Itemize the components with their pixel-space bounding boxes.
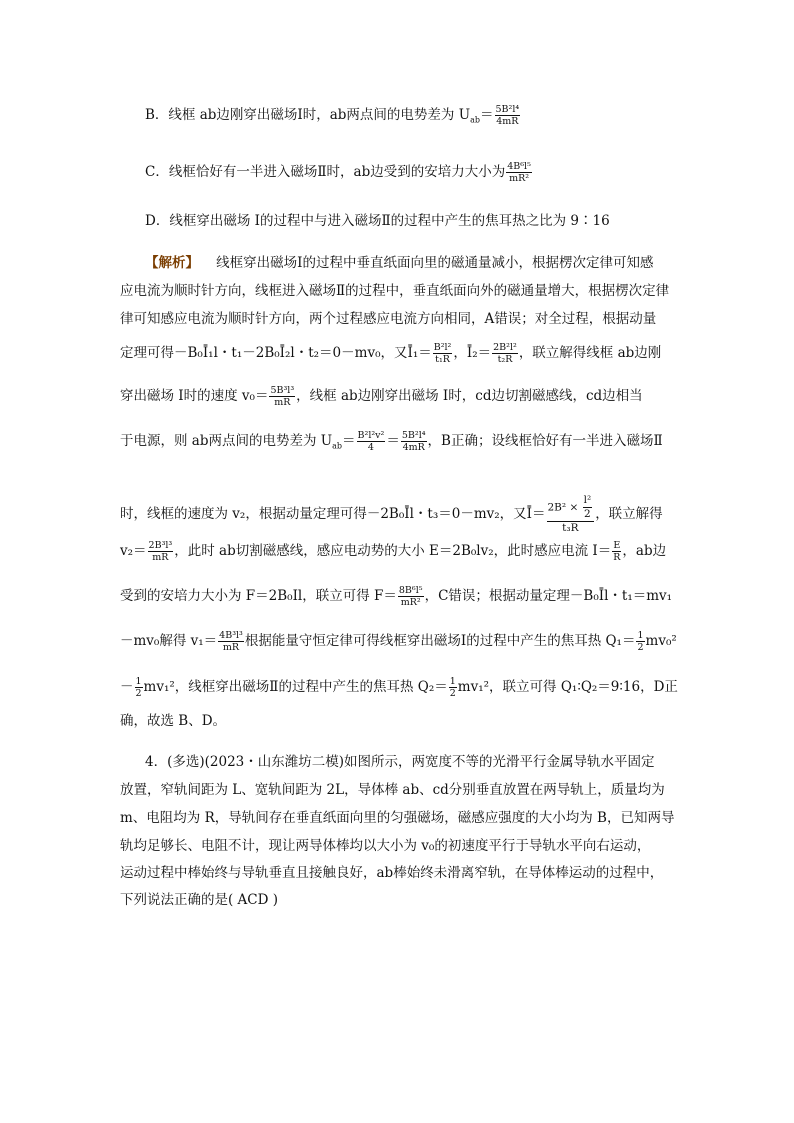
numerator-part: 2B² [547, 501, 567, 514]
fraction [357, 430, 386, 453]
analysis-line-3: 律可知感应电流为顺时针方向，两个过程感应电流方向相同，A错误；对全过程，根据动量 [120, 311, 657, 327]
denominator: 4 [357, 441, 386, 453]
option-label: C． [145, 164, 169, 180]
option-label: D． [145, 213, 170, 229]
option-text: 线框恰好有一半进入磁场Ⅱ时，ab边受到的安培力大小为 [168, 164, 506, 180]
denominator: 2 [135, 688, 142, 699]
analysis-text: ，Ī₂＝ [453, 345, 492, 361]
question-4-line-5: 运动过程中棒始终与导轨垂直且接触良好，ab棒始终未滑离窄轨，在导体棒运动的过程中， [120, 865, 664, 881]
analysis-tag: 【解析】 [145, 255, 199, 271]
denominator: 4mR [402, 442, 425, 453]
numerator: 8B⁶l⁵ [398, 585, 423, 596]
numerator: 1 [135, 676, 142, 687]
denominator: mR [218, 641, 244, 653]
analysis-text: 根据能量守恒定律可得线框穿出磁场Ⅰ的过程中产生的焦耳热 Q₁＝ [244, 633, 636, 649]
denominator: t₂R [492, 353, 518, 365]
denominator: mR [269, 396, 295, 408]
analysis-text: ，线框 ab边刚穿出磁场 I时，cd边切割磁感线，cd边相当 [296, 388, 643, 404]
fraction [492, 342, 518, 365]
analysis-text: 线框穿出磁场Ⅰ的过程中垂直纸面向里的磁通量减小，根据楞次定律可知感 [216, 255, 654, 271]
analysis-text: ，此时 ab切割磁感线，感应电动势的大小 E＝2B₀lv₂，此时感应电流 I＝ [174, 543, 612, 559]
equals-sign: ＝ [342, 433, 356, 449]
denominator: 2 [637, 642, 644, 653]
denominator: 4mR [496, 116, 519, 127]
compound-fraction [547, 494, 595, 535]
analysis-line-9 [120, 585, 672, 608]
analysis-line-2: 应电流为顺时针方向，线框进入磁场Ⅱ的过程中，垂直纸面向外的磁通量增大，根据楞次定律 [120, 283, 670, 299]
numerator: 5B³l³ [270, 385, 295, 396]
analysis-line-6 [120, 430, 663, 458]
fraction [269, 385, 295, 408]
denominator: mR² [398, 596, 424, 608]
analysis-text: ，C错误；根据动量定理－B₀Īl・t₁＝mv₁ [424, 588, 673, 604]
fraction [612, 540, 621, 563]
analysis-text: － [120, 679, 134, 695]
option-b [145, 104, 521, 132]
numerator: B²l²v² [357, 430, 385, 441]
option-c [145, 161, 533, 184]
numerator: 5B²l⁴ [401, 430, 426, 441]
option-label: B． [145, 107, 169, 123]
analysis-text: ，联立解得线框 ab边刚 [518, 345, 662, 361]
analysis-text: 穿出磁场 I时的速度 v₀＝ [120, 388, 269, 404]
denominator: 2 [584, 508, 591, 520]
numerator: 4B³l³ [219, 630, 243, 641]
question-4-line-3: m、电阻均为 R，导轨间存在垂直纸面向里的匀强磁场，磁感应强度的大小均为 B，已知两导 [120, 810, 675, 826]
analysis-line-8 [120, 540, 666, 563]
analysis-text: 时，线框的速度为 v₂，根据动量定理可得－2B₀Īl・t₃＝0－mv₂，又Ī＝ [120, 506, 546, 522]
question-4-line-4: 轨均足够长、电阻不计，现让两导体棒均以大小为 v₀的初速度平行于导轨水平向右运动， [120, 838, 651, 854]
numerator: B²l² [433, 342, 452, 353]
denominator: R [613, 552, 621, 563]
analysis-text: mv₁²，线框穿出磁场Ⅱ的过程中产生的焦耳热 Q₂＝ [143, 679, 448, 695]
equals-sign: ＝ [480, 107, 494, 123]
numerator [547, 494, 595, 521]
analysis-line-12: 确，故选 B、D。 [120, 713, 227, 729]
analysis-line-1 [145, 252, 654, 274]
question-4-line-6: 下列说法正确的是( ACD ) [120, 892, 279, 908]
analysis-text: 受到的安培力大小为 F＝2B₀Il，联立可得 F＝ [120, 588, 397, 604]
analysis-text: v₂＝ [120, 543, 147, 559]
numerator: 5B²l⁴ [495, 104, 520, 115]
equals-sign: ＝ [386, 433, 400, 449]
option-d [145, 210, 610, 232]
fraction [636, 630, 644, 653]
analysis-text: ，联立解得 [595, 506, 663, 522]
analysis-text: 定理可得－B₀Ī₁l・t₁－2B₀Ī₂l・t₂＝0－mv₀，又Ī₁＝ [120, 345, 432, 361]
analysis-line-10 [120, 630, 677, 653]
denominator: mR² [506, 172, 532, 184]
question-4-line-2: 放置，窄轨间距为 L、宽轨间距为 2L，导体棒 ab、cd分别垂直放置在两导轨上，质量均为 [120, 782, 665, 798]
numerator: l² [583, 494, 592, 506]
subscript: ab [332, 441, 343, 451]
denominator: t₃R [547, 521, 595, 535]
denominator: 2 [449, 688, 456, 699]
subscript: ab [470, 115, 480, 125]
denominator: mR [148, 551, 174, 563]
numerator: 1 [449, 676, 456, 687]
analysis-text: mv₁²，联立可得 Q₁∶Q₂＝9∶16，D正 [457, 679, 678, 695]
numerator: 2B³l³ [148, 540, 173, 551]
fraction [506, 161, 532, 184]
analysis-line-5 [120, 385, 643, 408]
fraction [401, 430, 427, 453]
numerator: 4B⁶l⁵ [507, 161, 531, 172]
fraction [495, 104, 521, 127]
analysis-text: －mv₀解得 v₁＝ [120, 633, 218, 649]
option-text: 线框 ab边刚穿出磁场Ⅰ时，ab两点间的电势差为 U [168, 107, 471, 123]
fraction [218, 630, 244, 653]
option-text: 线框穿出磁场 I的过程中与进入磁场Ⅱ的过程中产生的焦耳热之比为 9∶16 [169, 213, 610, 229]
analysis-line-11 [120, 676, 678, 699]
analysis-line-7 [120, 494, 663, 535]
inner-fraction [583, 494, 593, 521]
fraction [398, 585, 424, 608]
analysis-text: mv₀² [645, 633, 677, 649]
analysis-line-4 [120, 342, 661, 365]
numerator: 1 [637, 630, 644, 641]
fraction [148, 540, 174, 563]
analysis-text: ，ab边 [622, 543, 667, 559]
fraction [433, 342, 453, 365]
numerator: E [613, 540, 621, 551]
denominator: t₁R [433, 353, 453, 365]
times-sign: × [569, 501, 579, 514]
numerator: 2B²l² [493, 342, 517, 353]
fraction [135, 676, 143, 699]
analysis-text: 于电源，则 ab两点间的电势差为 U [120, 433, 333, 449]
question-4-line-1: 4．(多选)(2023・山东潍坊二模)如图所示，两宽度不等的光滑平行金属导轨水平固定 [145, 754, 655, 770]
analysis-text: ，B正确；设线框恰好有一半进入磁场Ⅱ [427, 433, 663, 449]
fraction [449, 676, 457, 699]
